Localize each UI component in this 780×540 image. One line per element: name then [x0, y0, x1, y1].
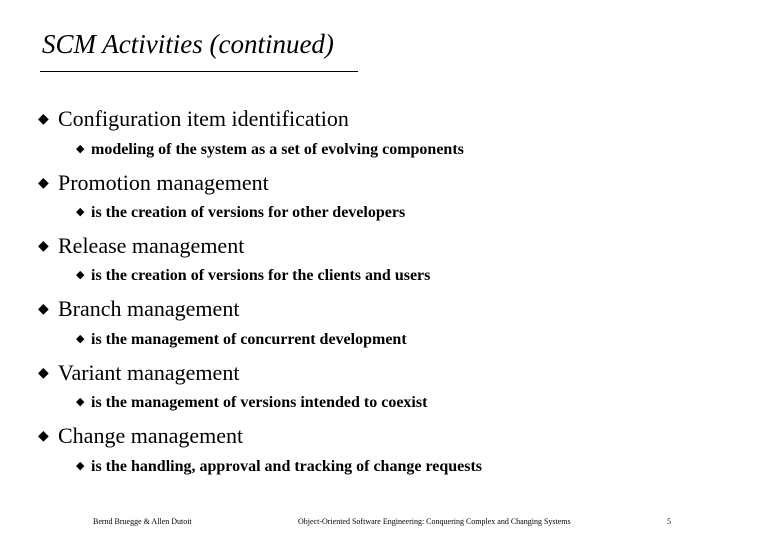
- sub-bullet-item: [76, 205, 405, 221]
- diamond-bullet-icon: ◆: [38, 429, 49, 444]
- sub-bullet-text: is the creation of versions for other developers: [91, 204, 406, 221]
- bullet-text: Configuration item identification: [58, 106, 349, 131]
- footer-page-number: 5: [667, 517, 671, 526]
- sub-bullet-text: is the management of versions intended to coexist: [91, 394, 428, 411]
- bullet-item: [38, 298, 239, 320]
- sub-bullet-item: [76, 142, 464, 158]
- diamond-bullet-icon: ◆: [38, 239, 49, 254]
- diamond-bullet-icon: ◆: [38, 176, 49, 191]
- footer-book-title: Object-Oriented Software Engineering: Conquering Complex and Changing Systems: [298, 517, 571, 526]
- bullet-item: [38, 425, 243, 447]
- diamond-bullet-icon: ◆: [38, 366, 49, 381]
- bullet-item: [38, 108, 349, 130]
- bullet-item: [38, 172, 269, 194]
- sub-bullet-item: [76, 332, 407, 348]
- slide-title: SCM Activities (continued): [42, 29, 334, 59]
- bullet-text: Promotion management: [58, 170, 269, 195]
- diamond-sub-bullet-icon: ◆: [76, 460, 85, 472]
- diamond-sub-bullet-icon: ◆: [76, 206, 85, 218]
- sub-bullet-text: modeling of the system as a set of evolving components: [91, 141, 464, 158]
- diamond-sub-bullet-icon: ◆: [76, 333, 85, 345]
- diamond-bullet-icon: ◆: [38, 302, 49, 317]
- diamond-sub-bullet-icon: ◆: [76, 269, 85, 281]
- sub-bullet-item: [76, 268, 430, 284]
- bullet-text: Change management: [58, 423, 244, 448]
- diamond-bullet-icon: ◆: [38, 112, 49, 127]
- sub-bullet-item: [76, 459, 482, 475]
- title-underline: [40, 71, 358, 72]
- footer-authors: Bernd Bruegge & Allen Dutoit: [93, 517, 192, 526]
- bullet-text: Release management: [58, 233, 245, 258]
- diamond-sub-bullet-icon: ◆: [76, 143, 85, 155]
- bullet-item: [38, 235, 244, 257]
- sub-bullet-text: is the creation of versions for the clients and users: [91, 267, 431, 284]
- sub-bullet-text: is the handling, approval and tracking of change requests: [91, 458, 483, 475]
- sub-bullet-item: [76, 395, 427, 411]
- sub-bullet-text: is the management of concurrent development: [91, 331, 407, 348]
- bullet-text: Variant management: [58, 360, 240, 385]
- bullet-item: [38, 362, 239, 384]
- diamond-sub-bullet-icon: ◆: [76, 396, 85, 408]
- bullet-text: Branch management: [58, 296, 240, 321]
